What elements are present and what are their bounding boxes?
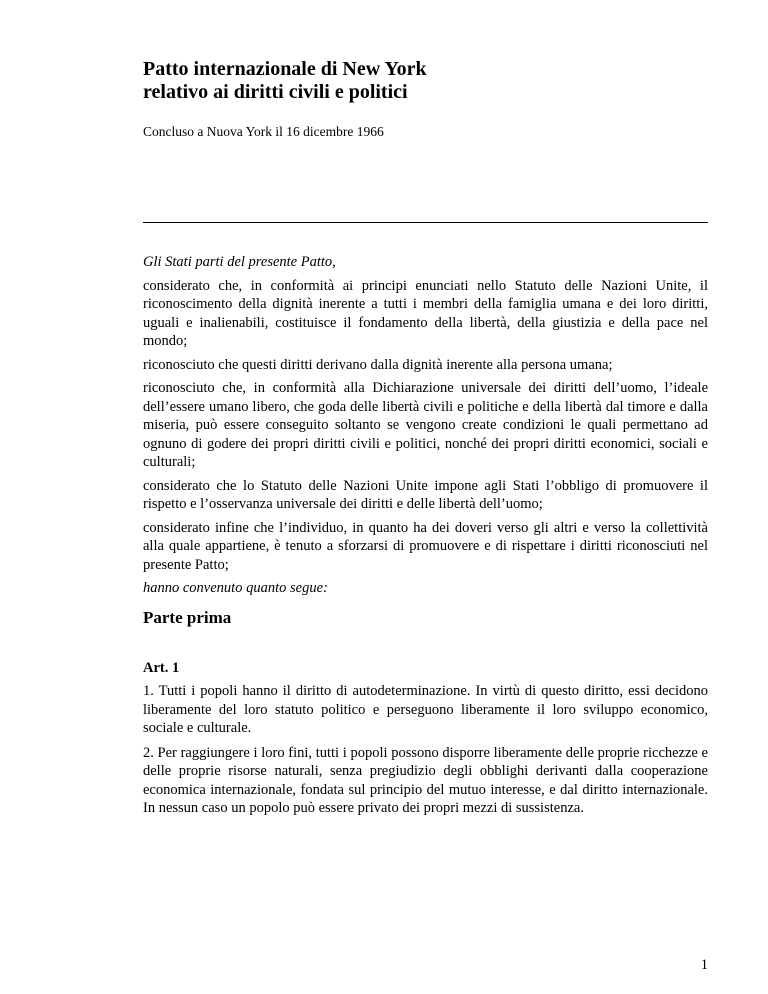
preamble-opening: Gli Stati parti del presente Patto, [143,254,336,270]
document-title-line-1: Patto internazionale di New York [143,58,427,80]
document-subtitle: Concluso a Nuova York il 16 dicembre 1966 [143,124,384,139]
horizontal-divider [143,222,708,223]
article-paragraph: 2. Per raggiungere i loro fini, tutti i popoli possono disporre liberamente delle proprie ricchezze e delle proprie risorse naturali, senza pregiudizio degli obblighi derivanti dalla cooperazione economica internazionale, fondata sul principio del mutuo interesse, e dal diritto internazionale. In nessun caso un popolo può essere privato dei propri mezzi di sussistenza. [143,744,708,816]
document-title-line-2: relativo ai diritti civili e politici [143,81,408,103]
article-body [143,682,708,824]
preamble-paragraph: riconosciuto che, in conformità alla Dichiarazione universale dei diritti dell’uomo, l’ideale dell’essere umano libero, che goda delle libertà civili e politiche e della libertà dal timore e dalla miseria, può essere conseguito soltanto se vengono create condizioni le quali permettano ad ognuno di godere dei propri diritti civili e politici, nonché dei propri diritti economici, sociali e culturali; [143,380,708,470]
document-title [143,58,703,104]
preamble-paragraph: considerato infine che l’individuo, in quanto ha dei doveri verso gli altri e verso la collettività alla quale appartiene, è tenuto a sforzarsi di promuovere e di rispettare i diritti riconosciuti nel presente Patto; [143,519,708,573]
preamble-closing: hanno convenuto quanto segue: [143,580,328,596]
preamble-paragraph: considerato che lo Statuto delle Nazioni Unite impone agli Stati l’obbligo di promuovere il rispetto e l’osservanza universale dei diritti e delle libertà dell’uomo; [143,477,708,512]
page-number: 1 [700,957,708,973]
preamble-paragraph: riconosciuto che questi diritti derivano dalla dignità inerente alla persona umana; [143,356,613,373]
preamble [143,253,708,603]
article-heading: Art. 1 [143,660,180,676]
article-paragraph: 1. Tutti i popoli hanno il diritto di autodeterminazione. In virtù di questo diritto, essi decidono liberamente del loro statuto politico e perseguono liberamente il loro sviluppo economico, sociale e culturale. [143,683,708,736]
preamble-paragraph: considerato che, in conformità ai principi enunciati nello Statuto delle Nazioni Unite, il riconoscimento della dignità inerente a tutti i membri della famiglia umana e dei loro diritti, uguali e inalienabili, costituisce il fondamento della libertà, della giustizia e della pace nel mondo; [143,277,708,349]
part-heading: Parte prima [143,608,232,627]
